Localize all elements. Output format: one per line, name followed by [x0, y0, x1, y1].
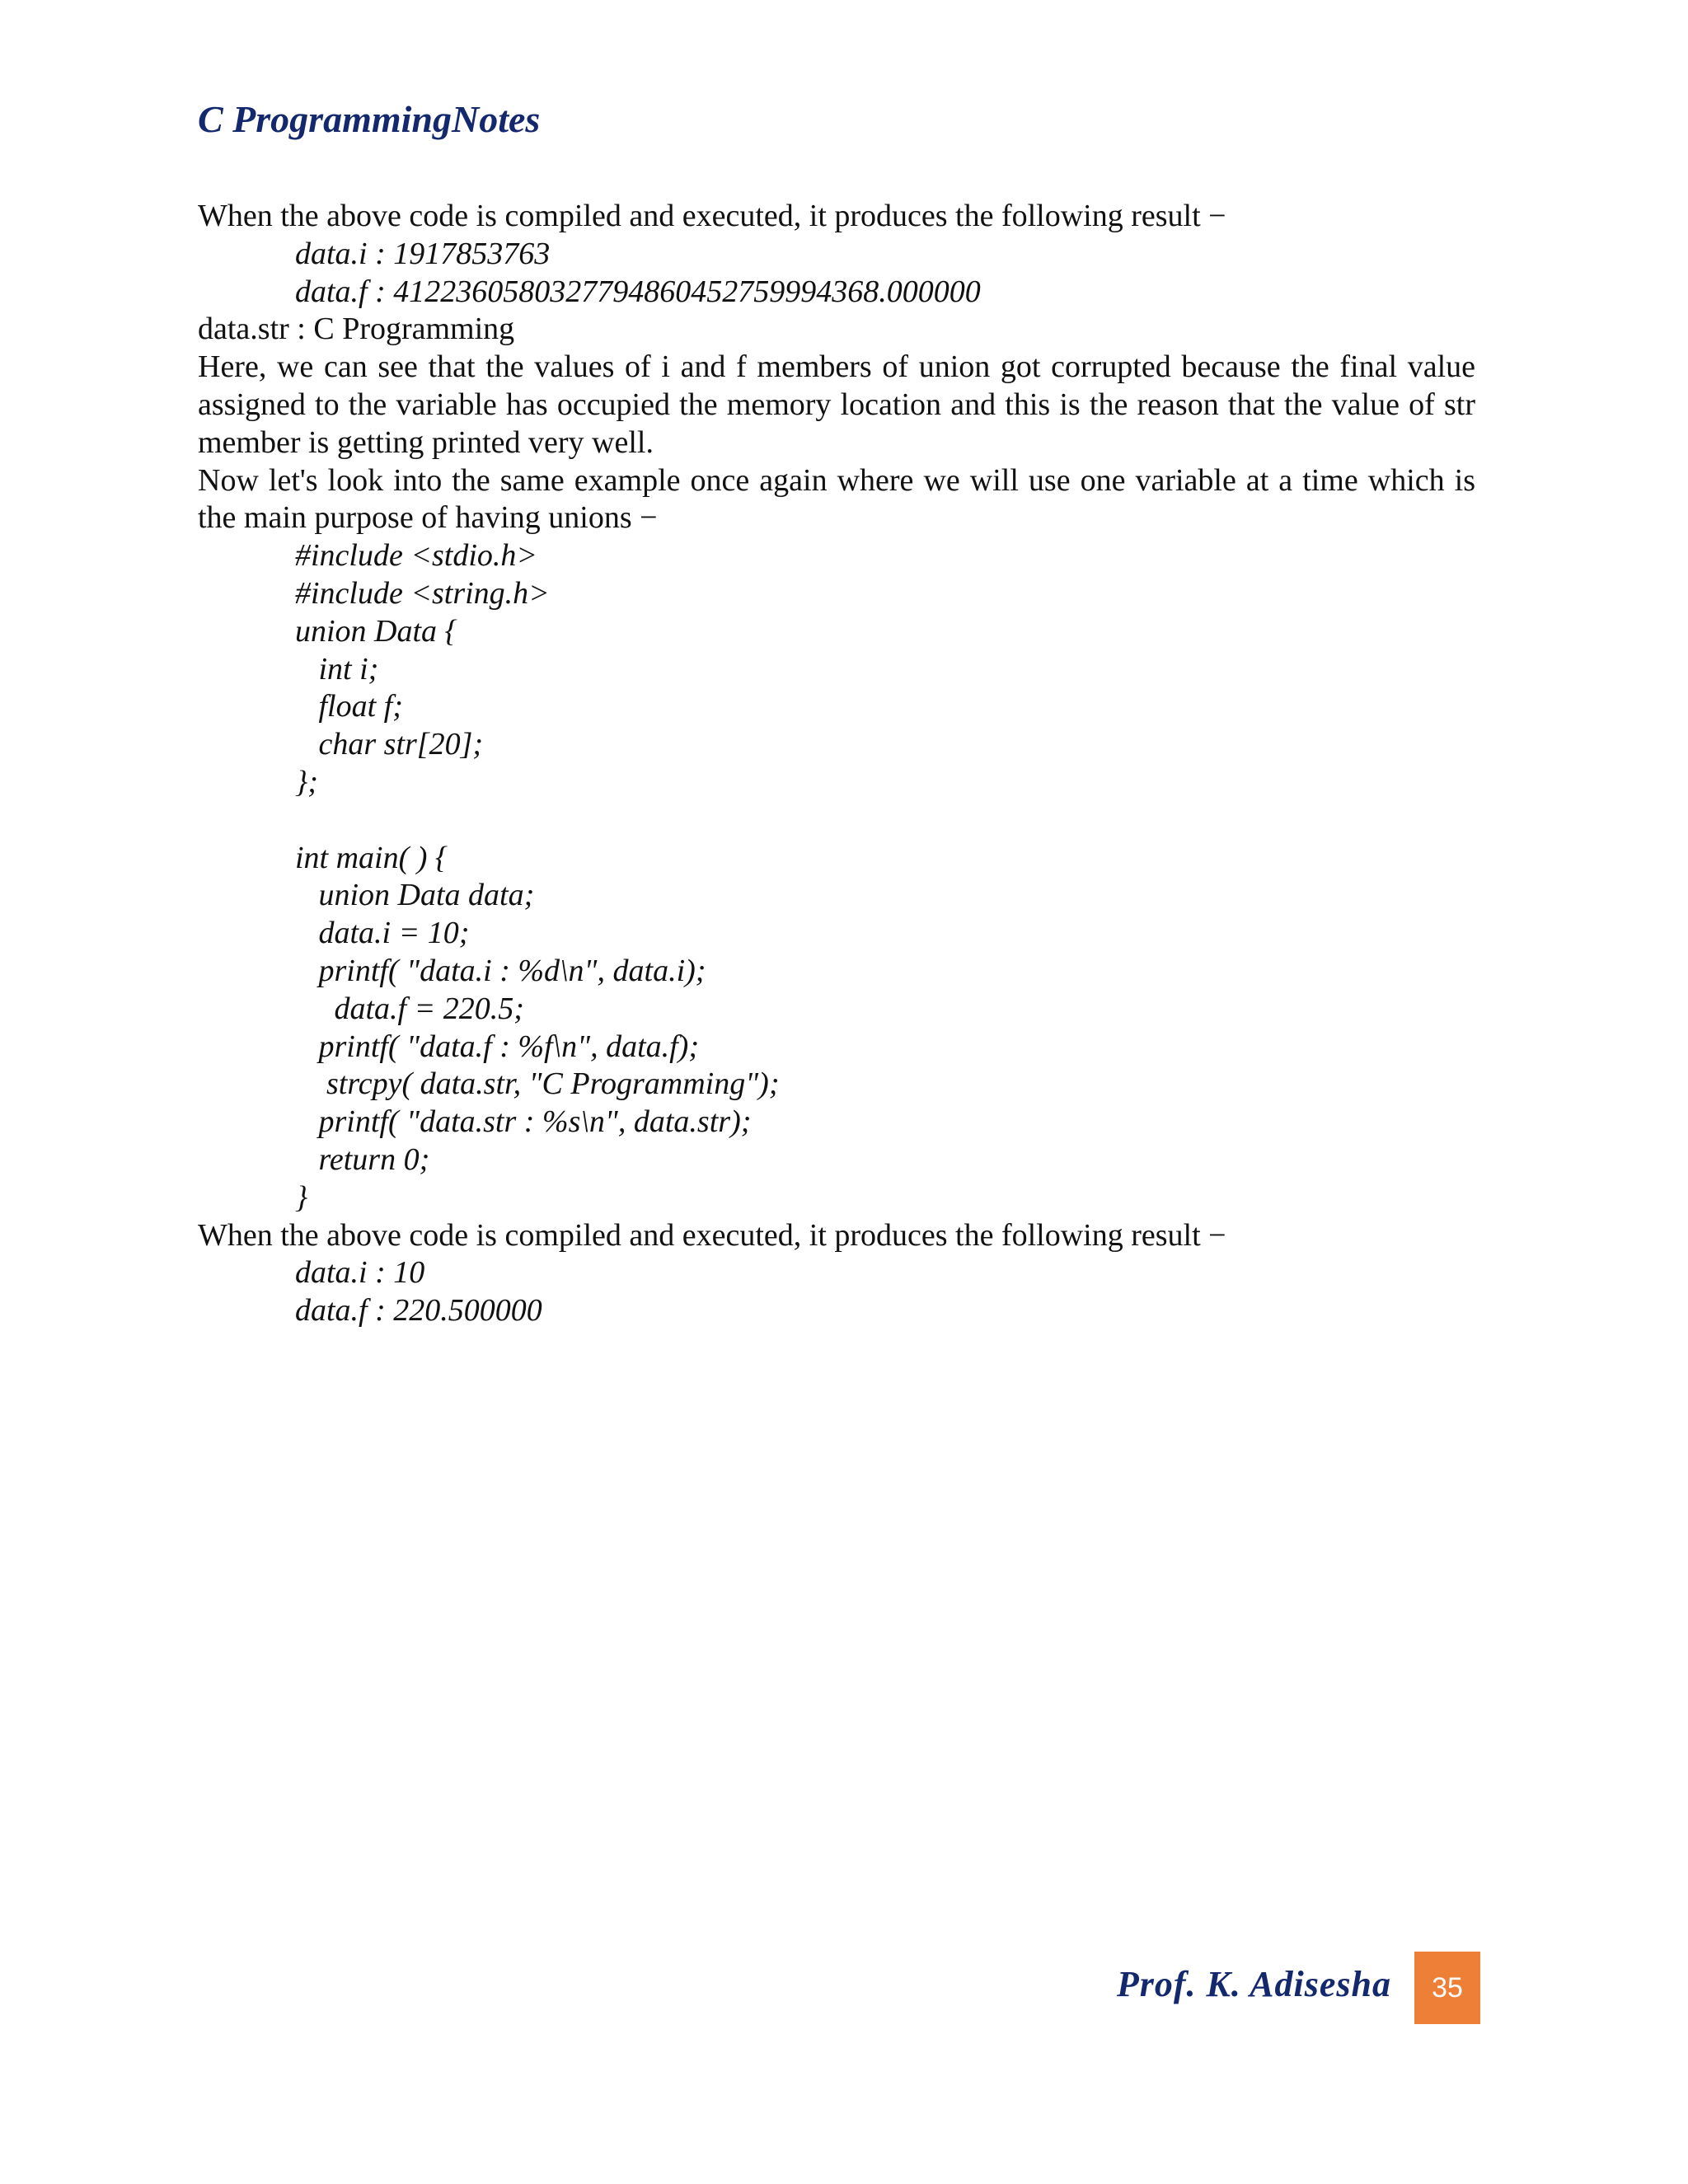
output-line-i: data.i : 1917853763: [295, 236, 551, 271]
code-line: };: [295, 764, 318, 799]
code-block: [198, 537, 1475, 1216]
result-intro-2: When the above code is compiled and executed, it produces the following result −: [198, 1217, 1226, 1253]
page-content: [198, 198, 1475, 1330]
footer-author: Prof. K. Adisesha: [1116, 1964, 1391, 2004]
output-2-line-f: data.f : 220.500000: [295, 1293, 542, 1329]
code-line: printf( "data.i : %d\n", data.i);: [295, 953, 706, 988]
output-2-line-i: data.i : 10: [295, 1255, 425, 1291]
code-line: data.f = 220.5;: [295, 991, 524, 1026]
code-line: data.i = 10;: [295, 916, 470, 951]
result-intro-1: When the above code is compiled and executed, it produces the following result −: [198, 199, 1226, 233]
code-line: union Data {: [295, 613, 457, 649]
page-number-badge: 35: [1414, 1952, 1480, 2024]
code-line: }: [295, 1179, 308, 1215]
code-line: return 0;: [295, 1141, 430, 1177]
example-intro-paragraph: Now let's look into the same example once again where we will use one variable at a time which is the main purpose of having unions −: [198, 462, 1475, 536]
code-line: union Data data;: [295, 878, 535, 913]
code-line: printf( "data.str : %s\n", data.str);: [295, 1104, 752, 1140]
code-line: int main( ) {: [295, 840, 448, 875]
output-line-f: data.f : 4122360580327794860452759994368.000000: [295, 274, 981, 309]
code-line: strcpy( data.str, "C Programming");: [295, 1066, 780, 1102]
page-title: C ProgrammingNotes: [198, 98, 541, 140]
explanation-paragraph: Here, we can see that the values of i and f members of union got corrupted because the final value assigned to the variable has occupied the memory location and this is the reason that the value of str member is getting printed very well.: [198, 349, 1475, 460]
code-line: #include <stdio.h>: [295, 538, 538, 574]
code-line: char str[20];: [295, 727, 484, 762]
output-line-str: data.str : C Programming: [198, 312, 515, 347]
code-line: int i;: [295, 651, 379, 687]
code-line-blank: [198, 802, 1475, 840]
code-line: printf( "data.f : %f\n", data.f);: [295, 1029, 699, 1064]
code-line: #include <string.h>: [295, 575, 550, 611]
code-line: float f;: [295, 689, 403, 724]
